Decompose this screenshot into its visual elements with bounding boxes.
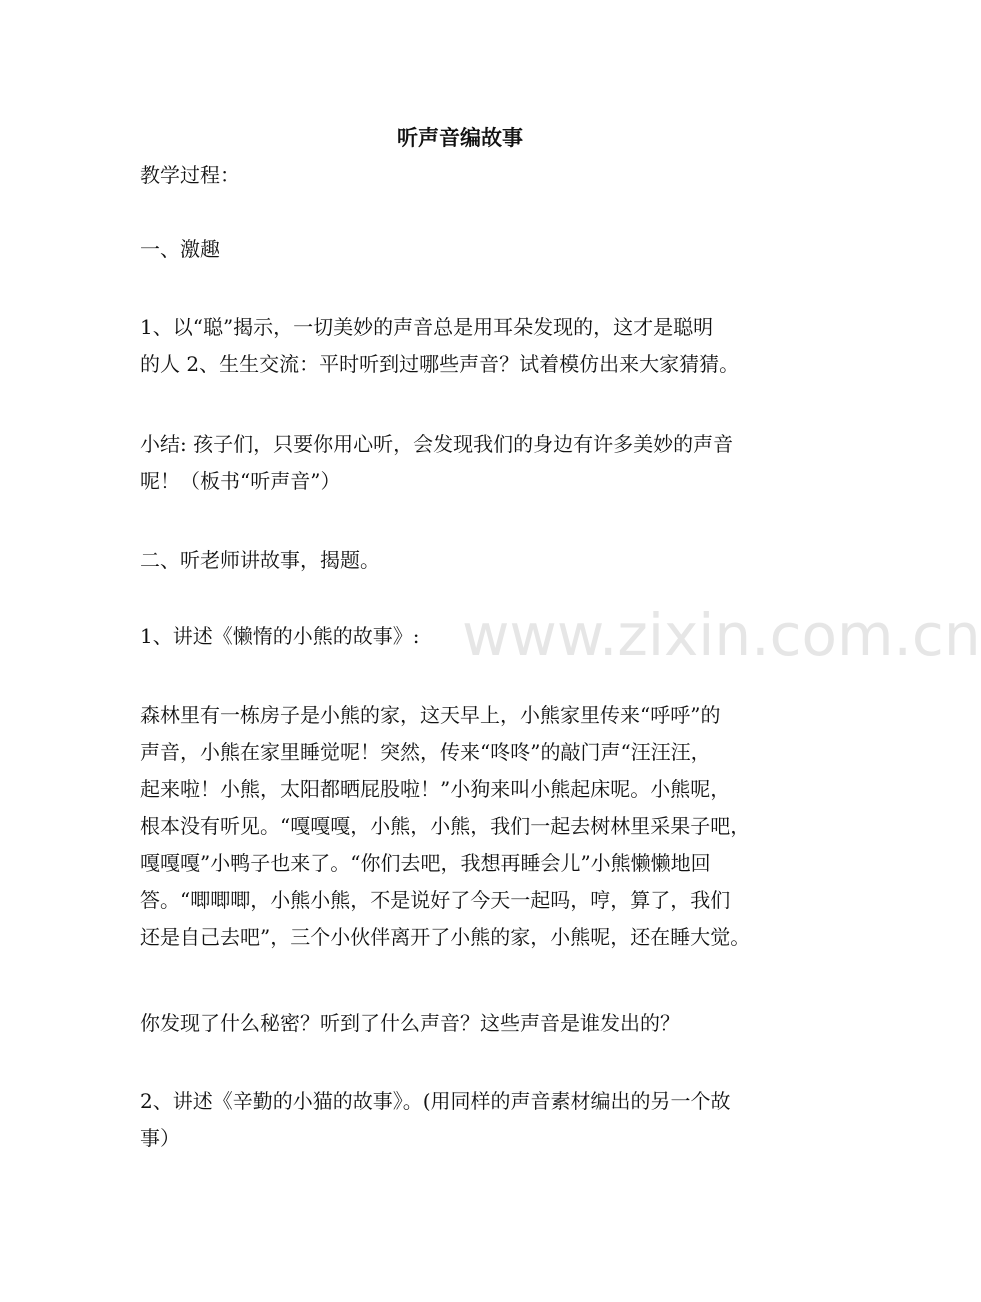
text-line: 一、激趣	[140, 237, 220, 261]
text-line: 你发现了什么秘密？听到了什么声音？这些声音是谁发出的？	[140, 1011, 680, 1035]
paragraph-section-one-heading	[140, 231, 800, 268]
text-line: 的人 2、生生交流：平时听到过哪些声音？试着模仿出来大家猜猜。	[140, 352, 740, 376]
text-line: 呢！（板书“听声音”）	[140, 469, 341, 493]
text-line: 答。“唧唧唧，小熊小熊，不是说好了今天一起吗，哼，算了，我们	[140, 888, 731, 912]
text-line: 1、讲述《懒惰的小熊的故事》:	[140, 624, 420, 648]
paragraph-story-two-heading	[140, 1083, 800, 1157]
text-line: 二、听老师讲故事，揭题。	[140, 548, 380, 572]
text-line: 根本没有听见。“嘎嘎嘎，小熊，小熊，我们一起去树林里采果子吧，	[140, 814, 751, 838]
document-title: 听声音编故事	[397, 125, 523, 150]
watermark: www.zixin.com.cn	[462, 601, 981, 669]
paragraph-summary	[140, 426, 800, 500]
paragraph-questions	[140, 1005, 800, 1042]
paragraph-story-one-heading	[140, 618, 800, 655]
text-line: 声音，小熊在家里睡觉呢！突然，传来“咚咚”的敲门声“汪汪汪，	[140, 740, 711, 764]
text-line: 2、讲述《辛勤的小猫的故事》。(用同样的声音素材编出的另一个故	[140, 1089, 731, 1113]
text-line: 小结: 孩子们，只要你用心听，会发现我们的身边有许多美妙的声音	[140, 432, 734, 456]
paragraph-teaching-process	[140, 157, 800, 194]
paragraph-warmup-items	[140, 309, 800, 383]
text-line: 还是自己去吧”，三个小伙伴离开了小熊的家，小熊呢，还在睡大觉。	[140, 925, 751, 949]
text-line: 起来啦！小熊，太阳都晒屁股啦！”小狗来叫小熊起床呢。小熊呢，	[140, 777, 731, 801]
text-line: 嘎嘎嘎”小鸭子也来了。“你们去吧，我想再睡会儿”小熊懒懒地回	[140, 851, 711, 875]
paragraph-section-two-heading	[140, 542, 800, 579]
text-line: 森林里有一栋房子是小熊的家，这天早上，小熊家里传来“呼呼”的	[140, 703, 721, 727]
paragraph-story-one-text	[140, 697, 800, 956]
text-line: 事）	[140, 1126, 180, 1150]
text-line: 1、以“聪”揭示，一切美妙的声音总是用耳朵发现的，这才是聪明	[140, 315, 714, 339]
text-line: 教学过程：	[140, 163, 240, 187]
